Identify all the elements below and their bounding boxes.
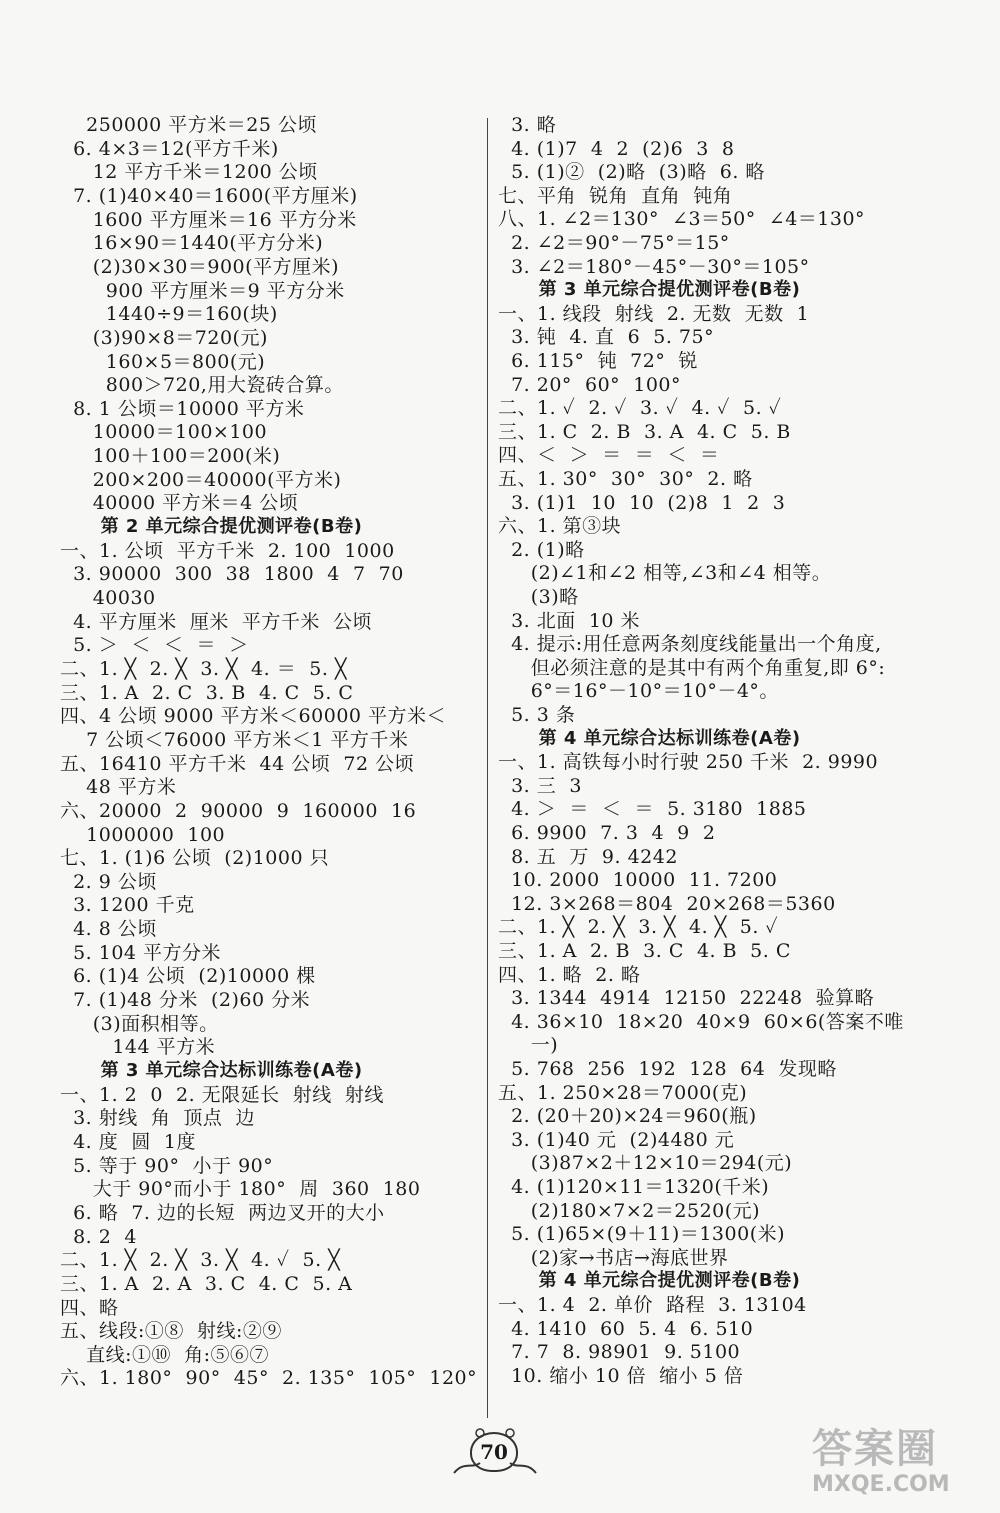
answer-line: 4. (1)7 4 2 (2)6 3 8 xyxy=(498,137,735,160)
answer-line: 8. 2 4 xyxy=(60,1225,138,1248)
answer-line: 3. 1200 千克 xyxy=(60,894,195,917)
answer-line: 二、1. ╳ 2. ╳ 3. ╳ 4. ＝ 5. ╳ xyxy=(60,657,347,680)
answer-line: 2. (20＋20)×24＝960(瓶) xyxy=(498,1105,757,1128)
answer-line: 三、1. A 2. B 3. C 4. B 5. C xyxy=(498,940,791,962)
answer-line: 3. 射线 角 顶点 边 xyxy=(60,1107,255,1130)
answer-line: 一、1. 4 2. 单价 路程 3. 13104 xyxy=(498,1294,807,1316)
answer-line: 三、1. C 2. B 3. A 4. C 5. B xyxy=(498,420,791,443)
answer-line: 六、20000 2 90000 9 160000 16 xyxy=(60,799,417,822)
answer-line: 6. 略 7. 边的长短 两边叉开的大小 xyxy=(60,1201,385,1224)
section-heading: 第 4 单元综合达标训练卷(A卷) xyxy=(498,727,801,749)
answer-line: 五、1. 30° 30° 30° 2. 略 xyxy=(498,468,753,490)
answer-line: 直线:①⑩ 角:⑤⑥⑦ xyxy=(60,1343,270,1366)
answer-line: (3)略 xyxy=(498,586,579,608)
answer-line: 3. 钝 4. 直 6 5. 75° xyxy=(498,326,715,349)
answer-line: (3)87×2＋12×10＝294(元) xyxy=(498,1152,793,1175)
answer-line: (3)90×8＝720(元) xyxy=(60,326,268,349)
answer-line: 48 平方米 xyxy=(60,776,177,799)
section-heading: 第 3 单元综合提优测评卷(B卷) xyxy=(498,279,801,301)
answer-line: 3. ∠2＝180°－45°－30°＝105° xyxy=(498,255,810,278)
answer-line: 5. 104 平方分米 xyxy=(60,941,222,964)
answer-line: 7. (1)48 分米 (2)60 分米 xyxy=(60,989,311,1012)
answer-line: 10000＝100×100 xyxy=(60,421,268,444)
answer-line: 二、1. ╳ 2. ╳ 3. ╳ 4. ╳ 5. ✓ xyxy=(498,916,779,939)
answer-line: (3)面积相等。 xyxy=(60,1012,219,1035)
answer-line: 8. 五 万 9. 4242 xyxy=(498,845,678,868)
answer-line: 4. (1)120×11＝1320(千米) xyxy=(498,1176,770,1198)
section-heading: 第 2 单元综合提优测评卷(B卷) xyxy=(60,516,363,538)
answer-line: 5. 768 256 192 128 64 发现略 xyxy=(498,1058,837,1080)
answer-line: 一、1. 2 0 2. 无限延长 射线 射线 xyxy=(60,1083,384,1106)
answer-line: 六、1. 第③块 xyxy=(498,515,622,538)
column-divider xyxy=(487,118,488,1418)
answer-line: 2. (1)略 xyxy=(498,538,585,561)
watermark-logo xyxy=(812,1425,987,1503)
answer-line: 4. 8 公顷 xyxy=(60,918,157,941)
answer-line: 二、1. ╳ 2. ╳ 3. ╳ 4. ✓ 5. ╳ xyxy=(60,1249,341,1272)
watermark-url: MXQE.COM xyxy=(812,1472,950,1497)
answer-line: 四、4 公顷 9000 平方米＜60000 平方米＜ xyxy=(60,705,447,728)
answer-line: 7. (1)40×40＝1600(平方厘米) xyxy=(60,184,358,207)
answer-line: 七、1. (1)6 公顷 (2)1000 只 xyxy=(60,847,330,870)
answer-line: 四、1. 略 2. 略 xyxy=(498,963,641,986)
answer-line: 二、1. ✓ 2. ✓ 3. ✓ 4. ✓ 5. ✓ xyxy=(498,397,782,420)
answer-line: 4. 36×10 18×20 40×9 60×6(答案不唯 xyxy=(498,1010,904,1033)
answer-line: 四、略 xyxy=(60,1296,119,1319)
answer-line: 一、1. 高铁每小时行驶 250 千米 2. 9990 xyxy=(498,751,879,774)
answer-line: 40000 平方米＝4 公顷 xyxy=(60,492,299,515)
answer-line: 2. 9 公顷 xyxy=(60,870,157,893)
answer-line: 6. (1)4 公顷 (2)10000 棵 xyxy=(60,965,316,988)
answer-line: 五、1. 250×28＝7000(克) xyxy=(498,1081,748,1104)
answer-line: 5. 等于 90° 小于 90° xyxy=(60,1154,274,1177)
answer-line: 800＞720,用大瓷砖合算。 xyxy=(60,374,344,397)
answer-line: 7 公顷＜76000 平方米＜1 平方千米 xyxy=(60,728,409,751)
answer-line: 3. 三 3 xyxy=(498,774,582,797)
answer-line: 4. 1410 60 5. 4 6. 510 xyxy=(498,1317,754,1340)
section-heading: 第 3 单元综合达标训练卷(A卷) xyxy=(60,1060,363,1081)
answer-line: (2)家→书店→海底世界 xyxy=(498,1246,729,1269)
answer-line: 五、16410 平方千米 44 公顷 72 公顷 xyxy=(60,752,415,775)
answer-line: 6. 115° 钝 72° 锐 xyxy=(498,350,698,372)
answer-line: 5. (1)65×(9＋11)＝1300(米) xyxy=(498,1223,786,1246)
answer-line: 5. (1)② (2)略 (3)略 6. 略 xyxy=(498,161,765,184)
answer-line: 大于 90°而小于 180° 周 360 180 xyxy=(60,1178,421,1201)
answer-line: 12 平方千米＝1200 公顷 xyxy=(60,161,318,184)
answer-line: 1600 平方厘米＝16 平方分米 xyxy=(60,208,357,231)
answer-line: 一、1. 线段 射线 2. 无数 无数 1 xyxy=(498,302,810,325)
answer-line: 一) xyxy=(498,1034,559,1057)
answer-line: 四、＜ ＞ ＝ ＝ ＜ ＝ xyxy=(498,444,720,467)
answer-line: 七、平角 锐角 直角 钝角 xyxy=(498,184,733,207)
answer-line: 1000000 100 xyxy=(60,823,226,846)
answer-line: 250000 平方米＝25 公顷 xyxy=(60,114,317,136)
answer-line: 3. (1)1 10 10 (2)8 1 2 3 xyxy=(498,491,786,514)
answer-line: 3. 1344 4914 12150 22248 验算略 xyxy=(498,987,875,1010)
answer-line: 八、1. ∠2＝130° ∠3＝50° ∠4＝130° xyxy=(498,208,866,231)
answer-line: 但必须注意的是其中有两个角重复,即 6°: xyxy=(498,656,886,679)
answer-line: 4. 平方厘米 厘米 平方千米 公顷 xyxy=(60,610,372,633)
answer-line: 2. ∠2＝90°－75°＝15° xyxy=(498,232,730,254)
answer-line: 12. 3×268＝804 20×268＝5360 xyxy=(498,892,836,915)
answer-line: 160×5＝800(元) xyxy=(60,350,266,373)
answer-line: 3. 略 xyxy=(498,114,557,136)
answer-line: 100＋100＝200(米) xyxy=(60,445,281,468)
section-heading: 第 4 单元综合提优测评卷(B卷) xyxy=(498,1270,801,1292)
answer-line: 10. 缩小 10 倍 缩小 5 倍 xyxy=(498,1364,744,1387)
answer-line: 1440÷9＝160(块) xyxy=(60,303,278,326)
answer-line: 144 平方米 xyxy=(60,1036,216,1059)
answer-line: 40030 xyxy=(60,587,156,609)
watermark-main: 答案圈 xyxy=(812,1426,938,1472)
answer-line: 6°＝16°－10°＝10°－4°。 xyxy=(498,680,779,703)
page-number: 70 xyxy=(470,1432,518,1472)
answer-line: 3. (1)40 元 (2)4480 元 xyxy=(498,1128,735,1151)
answer-line: 4. ＞ ＝ ＜ ＝ 5. 3180 1885 xyxy=(498,798,807,821)
answer-line: 六、1. 180° 90° 45° 2. 135° 105° 120° xyxy=(60,1367,478,1390)
answer-line: 900 平方厘米＝9 平方分米 xyxy=(60,279,345,302)
answer-line: 6. 9900 7. 3 4 9 2 xyxy=(498,822,716,844)
answer-line: 3. 90000 300 38 1800 4 7 70 xyxy=(60,563,404,586)
answer-line: 五、线段:①⑧ 射线:②⑨ xyxy=(60,1320,282,1343)
answer-line: 4. 提示:用任意两条刻度线能量出一个角度, xyxy=(498,633,882,656)
answer-line: 10. 2000 10000 11. 7200 xyxy=(498,869,778,892)
answer-line: 三、1. A 2. A 3. C 4. C 5. A xyxy=(60,1272,353,1295)
answer-line: 一、1. 公顷 平方千米 2. 100 1000 xyxy=(60,539,395,562)
answer-line: (2)∠1和∠2 相等,∠3和∠4 相等。 xyxy=(498,562,832,585)
answer-line: 三、1. A 2. C 3. B 4. C 5. C xyxy=(60,681,354,704)
answer-line: 4. 度 圆 1度 xyxy=(60,1130,196,1153)
answer-line: 7. 7 8. 98901 9. 5100 xyxy=(498,1341,741,1364)
answer-line: (2)30×30＝900(平方厘米) xyxy=(60,255,339,278)
answer-line: 5. 3 条 xyxy=(498,704,576,726)
answer-line: 6. 4×3＝12(平方千米) xyxy=(60,137,279,160)
answer-line: 16×90＝1440(平方分米) xyxy=(60,232,324,255)
answer-line: 7. 20° 60° 100° xyxy=(498,373,682,396)
answer-line: 3. 北面 10 米 xyxy=(498,609,641,632)
answer-line: 5. ＞ ＜ ＜ ＝ ＞ xyxy=(60,634,249,657)
answer-line: 8. 1 公顷＝10000 平方米 xyxy=(60,397,305,420)
answer-line: 200×200＝40000(平方米) xyxy=(60,468,342,491)
answer-line: (2)180×7×2＝2520(元) xyxy=(498,1199,761,1222)
